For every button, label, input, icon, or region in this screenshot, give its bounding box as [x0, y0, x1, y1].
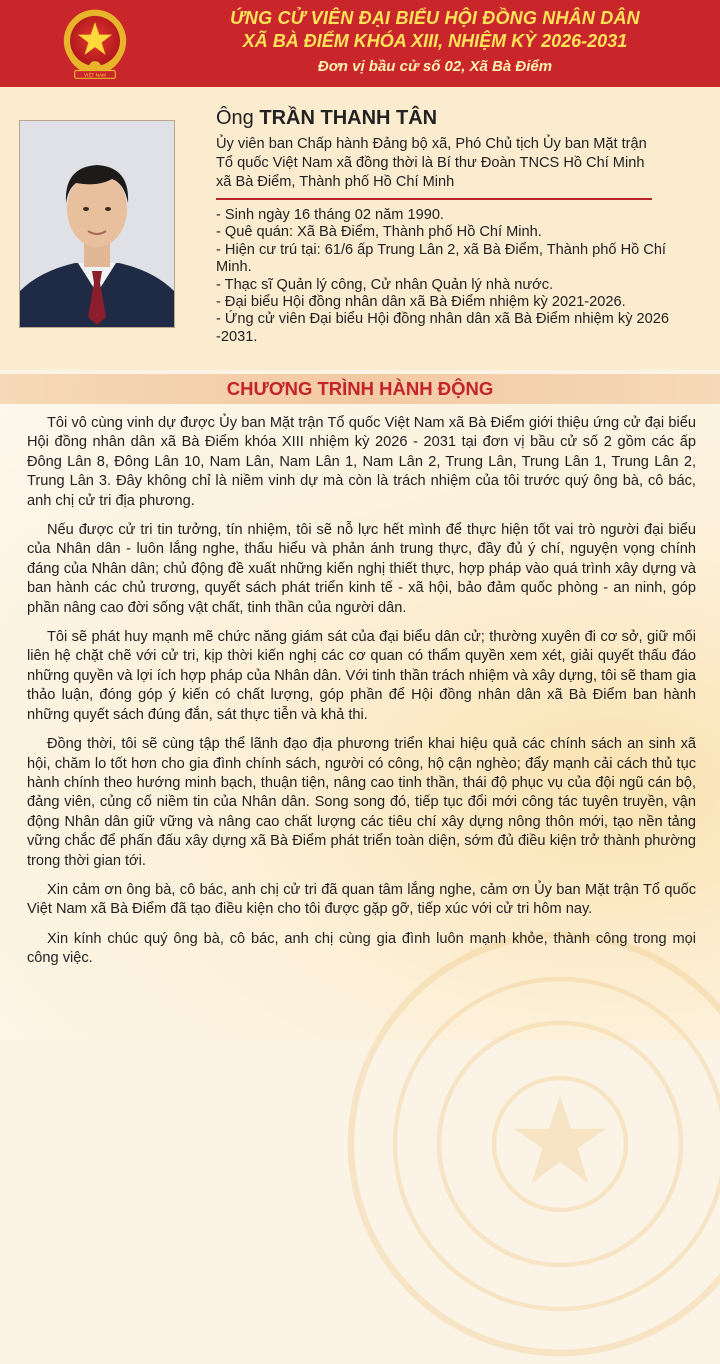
program-paragraph: Đồng thời, tôi sẽ cùng tập thể lãnh đạo địa phương triển khai hiệu quả các chính sách an sinh xã hội, chăm lo tốt hơn cho gia đình chính sách, người có công, hộ cận nghèo; đẩy mạnh cải cách thủ tục hành chính theo hướng minh bạch, thuận tiện, nâng cao tinh thần, thái độ phục vụ của đội ngũ cán bộ, đảng viên, củng cố niềm tin của Nhân dân. Song song đó, tiếp tục đổi mới công tác tuyên truyền, vận động Nhân dân giữ vững và nâng cao chất lượng các tiêu chí xây dựng nông thôn mới, tạo nền tảng vững chắc để phấn đấu xây dựng xã Bà Điểm phát triển toàn diện, sớm đủ điều kiện trở thành phường trong thời gian tới. — [27, 736, 696, 869]
bio-item: - Sinh ngày 16 tháng 02 năm 1990. — [216, 207, 444, 223]
bio-item: - Thạc sĩ Quản lý công, Cử nhân Quản lý nhà nước. — [216, 276, 554, 293]
portrait-image-icon — [20, 121, 174, 327]
program-paragraph: Xin cảm ơn ông bà, cô bác, anh chị cử tri đã quan tâm lắng nghe, cảm ơn Ủy ban Mặt trận Tổ quốc Việt Nam xã Bà Điểm đã tạo điều kiện cho tôi được gặp gỡ, tiếp xúc với cử tri hôm nay. — [27, 881, 696, 918]
bio-item: - Quê quán: Xã Bà Điểm, Thành phố Hồ Chí Minh. — [216, 224, 542, 241]
profile-divider — [216, 198, 652, 200]
candidate-photo — [19, 120, 175, 328]
program-paragraph: Xin kính chúc quý ông bà, cô bác, anh chị cùng gia đình luôn mạnh khỏe, thành công trong mọi công việc. — [27, 930, 696, 967]
bio-item: - Đại biểu Hội đồng nhân dân xã Bà Điểm nhiệm kỳ 2021-2026. — [216, 294, 626, 311]
electoral-unit: Đơn vị bầu cử số 02, Xã Bà Điểm — [317, 58, 553, 75]
candidate-name — [216, 107, 437, 130]
emblem-text: VIỆT NAM — [84, 72, 106, 78]
candidate-honorific: Ông — [216, 107, 254, 129]
program-title: CHƯƠNG TRÌNH HÀNH ĐỘNG — [0, 374, 720, 404]
candidate-full-name: TRẦN THANH TÂN — [259, 107, 438, 129]
program-paragraph: Nếu được cử tri tin tưởng, tín nhiệm, tôi sẽ nỗ lực hết mình để thực hiện tốt vai trò người đại biểu của Nhân dân - luôn lắng nghe, thấu hiểu và phản ánh trung thực, đầy đủ ý chí, nguyện vọng chính đáng của Nhân dân; chủ động đề xuất những kiến nghị thiết thực, hợp pháp vào quá trình xây dựng và ban hành các chủ trương, quyết sách phát triển kinh tế - xã hội, bảo đảm quốc phòng - an ninh, góp phần nâng cao đời sống vật chất, tinh thần của người dân. — [27, 522, 696, 616]
watermark-drum-icon — [340, 924, 720, 1364]
header-title-line2: XÃ BÀ ĐIỂM KHÓA XIII, NHIỆM KỲ 2026-2031 — [242, 31, 628, 51]
program-content — [27, 414, 696, 979]
national-emblem-icon — [56, 5, 134, 83]
program-paragraph: Tôi vô cùng vinh dự được Ủy ban Mặt trận Tổ quốc Việt Nam xã Bà Điểm giới thiệu ứng cử đại biểu Hội đồng nhân dân xã Bà Điểm khóa XIII nhiệm kỳ 2026 - 2031 tại đơn vị bầu cử số 2 gồm các ấp Đông Lân 8, Đông Lân 10, Nam Lân, Nam Lân 1, Nam Lân 2, Trung Lân, Trung Lân 1, Trung Lân 2, Trung Lân 3. Đây không chỉ là niềm vinh dự mà còn là trách nhiệm của tôi trước quý ông bà, cô bác, anh chị cử tri địa phương. — [27, 415, 696, 509]
bio-item: - Hiện cư trú tại: 61/6 ấp Trung Lân 2, xã Bà Điểm, Thành phố Hồ Chí Minh. — [216, 241, 666, 276]
program-paragraph: Tôi sẽ phát huy mạnh mẽ chức năng giám sát của đại biểu dân cử; thường xuyên đi cơ sở, giữ mối liên hệ chặt chẽ với cử tri, kịp thời kiến nghị các cơ quan có thẩm quyền xem xét, giải quyết thấu đáo những quyền và lợi ích hợp pháp của Nhân dân. Với tinh thần trách nhiệm và xây dựng, tôi sẽ tham gia thảo luận, đóng góp ý kiến có chất lượng, góp phần để Hội đồng nhân dân xã Bà Điểm ban hành những quyết sách đúng đắn, sát thực tiễn và khả thi. — [27, 629, 696, 723]
candidate-bio-list — [216, 207, 686, 346]
candidate-roles: Ủy viên ban Chấp hành Đảng bộ xã, Phó Chủ tịch Ủy ban Mặt trận Tổ quốc Việt Nam xã đồng thời là Bí thư Đoàn TNCS Hồ Chí Minh xã Bà Điểm, Thành phố Hồ Chí Minh — [216, 136, 647, 190]
header-banner — [0, 0, 720, 87]
bio-item: - Ứng cử viên Đại biểu Hội đồng nhân dân xã Bà Điểm nhiệm kỳ 2026 -2031. — [216, 311, 670, 345]
header-title-line1: ỨNG CỬ VIÊN ĐẠI BIỂU HỘI ĐỒNG NHÂN DÂN — [230, 8, 640, 28]
